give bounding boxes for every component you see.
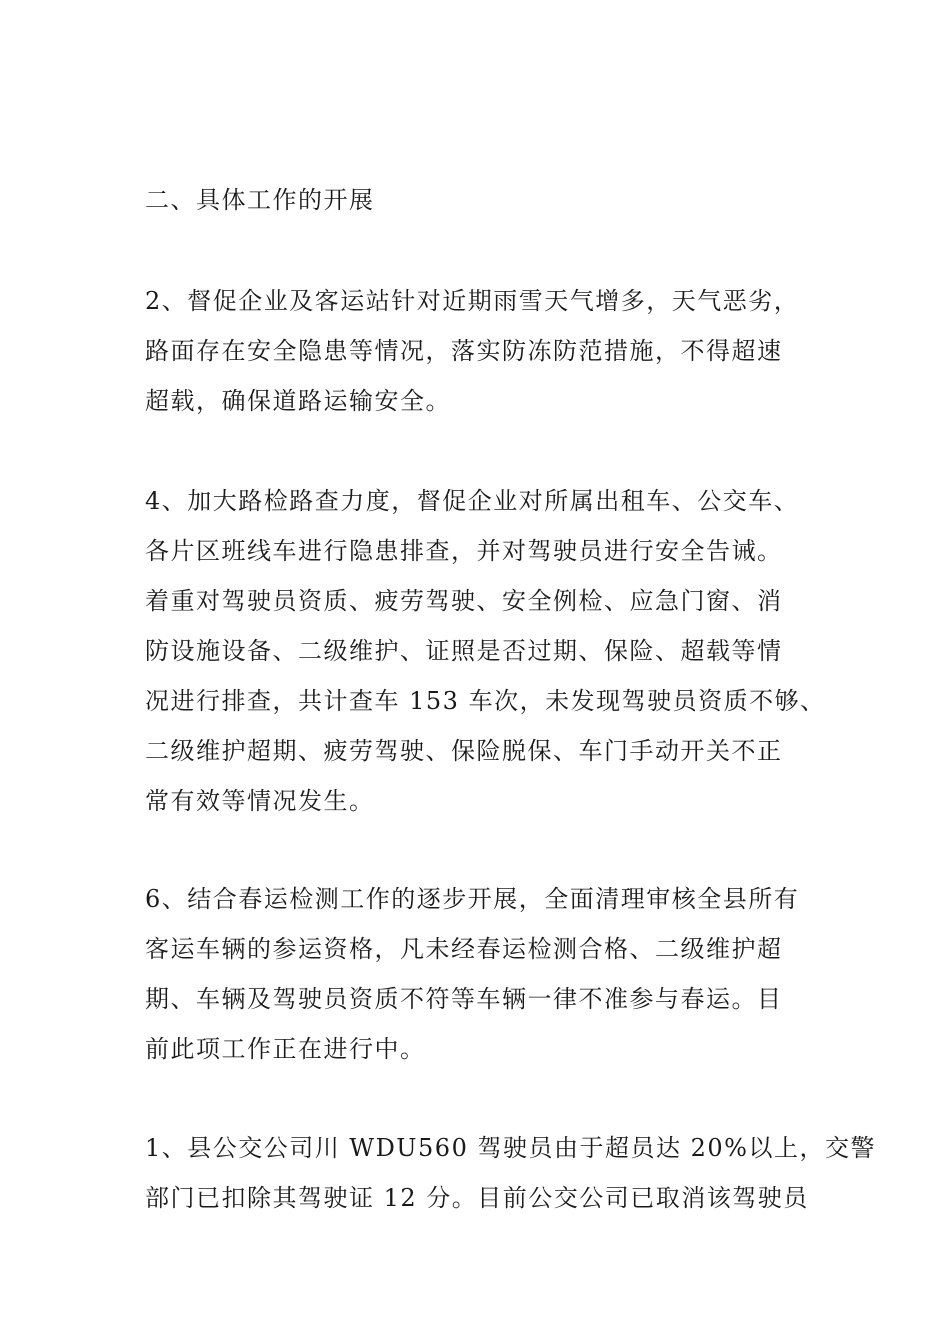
paragraph-line: 部门已扣除其驾驶证 12 分。目前公交公司已取消该驾驶员 [145,1184,809,1212]
section-heading [145,175,810,225]
paragraph-line: 况进行排查，共计查车 153 车次，未发现驾驶员资质不够、 [145,687,826,715]
paragraph-line: 2、督促企业及客运站针对近期雨雪天气增多，天气恶劣， [145,287,800,315]
paragraph-item-4 [145,476,826,826]
paragraph-item-2 [145,276,810,426]
heading-text: 二、具体工作的开展 [145,186,375,214]
paragraph-line: 各片区班线车进行隐患排查，并对驾驶员进行安全告诫。 [145,537,783,565]
paragraph-line: 着重对驾驶员资质、疲劳驾驶、安全例检、应急门窗、消 [145,587,783,615]
paragraph-line: 6、结合春运检测工作的逐步开展，全面清理审核全县所有 [145,885,800,913]
paragraph-line: 4、加大路检路查力度，督促企业对所属出租车、公交车、 [145,487,800,515]
paragraph-line: 前此项工作正在进行中。 [145,1035,426,1063]
paragraph-item-1 [145,1123,876,1223]
paragraph-line: 客运车辆的参运资格，凡未经春运检测合格、二级维护超 [145,935,783,963]
paragraph-line: 路面存在安全隐患等情况，落实防冻防范措施，不得超速 [145,337,783,365]
paragraph-item-6 [145,874,810,1074]
paragraph-line: 二级维护超期、疲劳驾驶、保险脱保、车门手动开关不正 [145,737,783,765]
paragraph-line: 超载，确保道路运输安全。 [145,387,451,415]
paragraph-line: 1、县公交公司川 WDU560 驾驶员由于超员达 20%以上，交警 [145,1134,876,1162]
paragraph-line: 常有效等情况发生。 [145,787,375,815]
paragraph-line: 期、车辆及驾驶员资质不符等车辆一律不准参与春运。目 [145,985,783,1013]
paragraph-line: 防设施设备、二级维护、证照是否过期、保险、超载等情 [145,637,783,665]
